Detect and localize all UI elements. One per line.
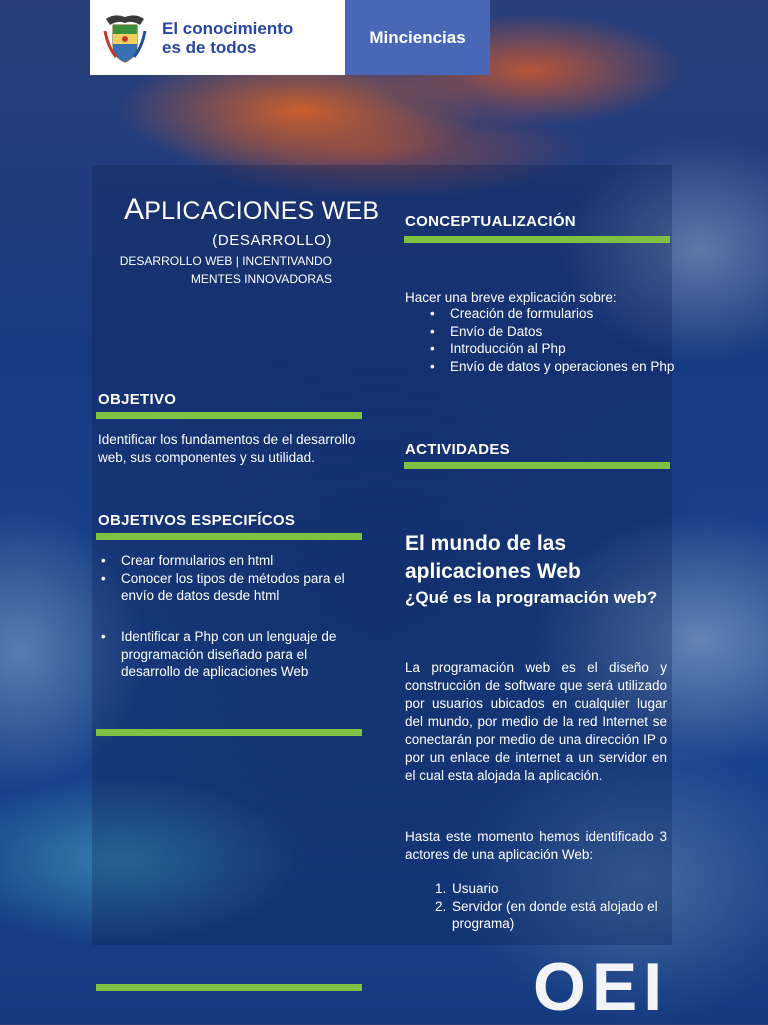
objetivo-heading: OBJETIVO [98,391,177,408]
list-item: • Envío de datos y operaciones en Php [450,358,686,376]
page-title [124,193,379,227]
list-item: • Introducción al Php [450,340,686,358]
left-divider-bottom [96,984,362,991]
oei-logo: OEI [533,949,669,1025]
title-first-letter: A [124,193,145,226]
actividades-actors-list [405,880,712,933]
conceptualizacion-list [426,305,686,375]
objetivo-text: Identificar los fundamentos de el desarrollo web, sus componentes y su utilidad. [98,432,356,465]
left-divider-mid [96,729,362,736]
especificos-divider [96,533,362,540]
especificos-list [97,552,363,605]
conceptualizacion-heading: CONCEPTUALIZACIÓN [405,213,576,230]
list-item: • Crear formularios en html [121,552,363,570]
title-rest: PLICACIONES WEB [144,197,380,225]
especificos-heading: OBJETIVOS ESPECIFÍCOS [98,512,296,529]
objetivo-divider [96,412,362,419]
actividades-title-line-1: El mundo de las [405,532,567,555]
conceptualizacion-divider [404,236,670,243]
especificos-list-2 [97,628,363,681]
actividades-title-line-2: aplicaciones Web [405,560,581,583]
slogan [162,19,293,57]
actividades-heading: ACTIVIDADES [405,441,510,458]
list-item: • Creación de formularios [450,305,686,323]
header-banner [90,0,490,75]
actividades-paragraph: La programación web es el diseño y construcción de software que será utilizado por usuarios ubicados en cualquier lugar del mundo, por medio de la red Internet se conectarán por medio de una dirección IP o por un enlace de internet a un servidor en el cual esta alojada la aplicación. [405,660,667,783]
list-item: • Identificar a Php con un lenguaje de programación diseñado para el desarrollo de aplicaciones Web [121,628,363,681]
page-subtitle: (DESARROLLO) [212,232,332,249]
slogan-line-2: es de todos [162,37,257,57]
list-item: 1. Usuario [450,880,712,898]
tagline-line-2: MENTES INNOVADORAS [190,272,332,286]
colombia-coat-of-arms-icon [102,11,148,65]
actividades-actors-intro: Hasta este momento hemos identificado 3 actores de una aplicación Web: [405,829,667,862]
government-brand [90,0,345,75]
conceptualizacion-intro: Hacer una breve explicación sobre: [405,290,617,305]
actividades-divider [404,462,670,469]
list-item: • Conocer los tipos de métodos para el envío de datos desde html [121,570,363,605]
list-item: • Envío de Datos [450,323,686,341]
tagline-line-1: DESARROLLO WEB | INCENTIVANDO [119,254,332,268]
ministry-label: Minciencias [345,0,490,75]
actividades-title [405,530,667,586]
slogan-line-1: El conocimiento [162,18,294,38]
actividades-question: ¿Qué es la programación web? [405,588,658,607]
list-item: 2. Servidor (en donde está alojado el programa) [450,898,712,933]
